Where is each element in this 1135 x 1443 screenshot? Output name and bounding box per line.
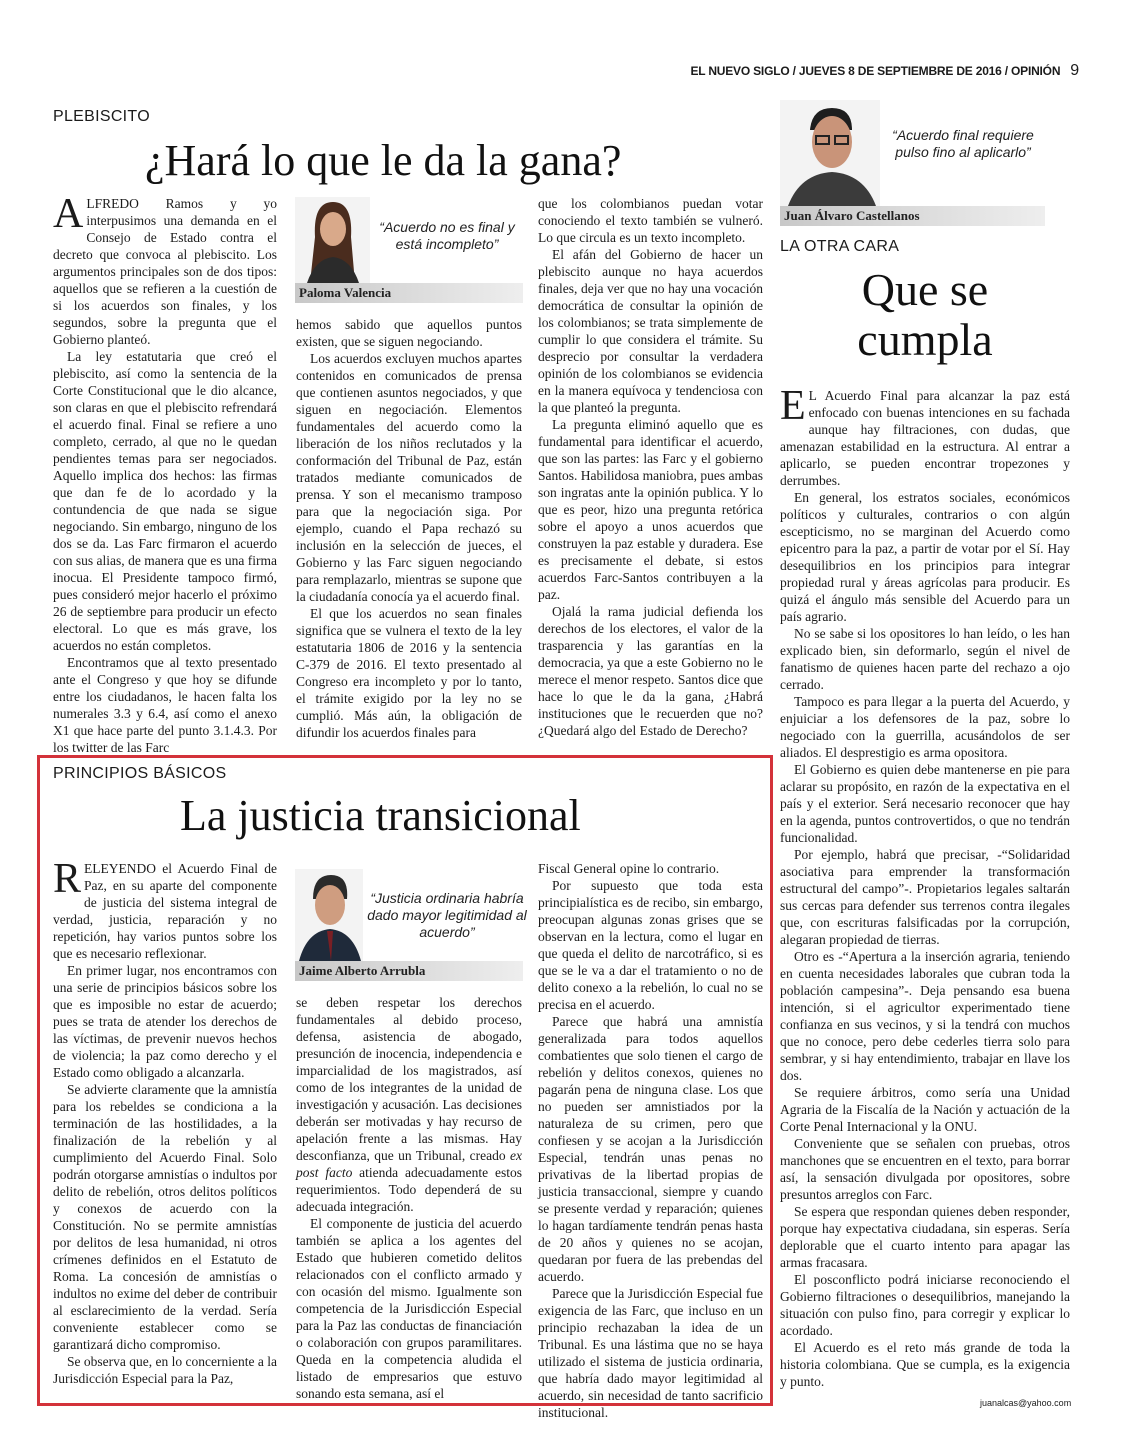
paragraph: El afán del Gobierno de hacer un plebiscito aunque no haya acuerdos finales, deja ver que no hay una vocación democrática de consultar la opinión de los colombianos; se trata simplemente de cumplir lo que considera el trámite. Su desprecio por consultar la verdadera opinión de los colombianos se evidencia en la manera equívoca y tendenciosa con la que planteó la pregunta. — [538, 247, 763, 415]
author-photo-paloma — [295, 197, 370, 283]
drop-cap: E — [780, 383, 806, 429]
author-photo-juan — [780, 100, 880, 206]
paragraph: LFREDO Ramos y yo interpusimos una demanda en el Consejo de Estado contra el decreto que convoca al plebiscito. Los argumentos principales son de dos tipos: aquellos que se refieren a la cuestión de si los acuerdos son finales, y los segundos, sobre la pregunta que el Gobierno planteó. — [53, 196, 277, 347]
paragraph: L Acuerdo Final para alcanzar la paz está enfocado con buenas intenciones en su fachada aunque hay filtraciones, con dudas, que amenazan estabilidad en la estructura. Al entrar a aplicarlo, se pueden encontrar tropezones y derrumbes. — [780, 388, 1070, 488]
masthead — [690, 62, 1079, 80]
section-label-principios: PRINCIPIOS BÁSICOS — [53, 765, 227, 782]
article2-title — [780, 265, 1070, 365]
article1-col1 — [53, 191, 277, 756]
paragraph: Se advierte claramente que la amnistía para los rebeldes se condiciona a la terminación de las hostilidades, a la finalización de la rebelión y al cumplimiento del Acuerdo Final. Solo podrán otorgarse amnistías o indultos por delito de rebelión, otros delitos políticos y conexos de acuerdo con la Constitución. No se permite amnistías por delitos de lesa humanidad, ni otros crímenes definidos en el Estatuto de Roma. La concesión de amnistías o indultos no exime del deber de contribuir al esclarecimiento de la verdad. Sería conveniente establecer como se garantizará dicho compromiso. — [53, 1082, 277, 1352]
article1-title: ¿Hará lo que le da la gana? — [145, 136, 622, 185]
paragraph: Tampoco es para llegar a la puerta del Acuerdo, y enjuiciar a los defensores de la paz, sobre lo negociado con la guerrilla, acusándolos de ser aliados. El desprestigio es arma opositora. — [780, 694, 1070, 760]
masthead-text: EL NUEVO SIGLO / JUEVES 8 DE SEPTIEMBRE DE 2016 / OPINIÓN — [690, 64, 1061, 78]
article3-col3 — [538, 860, 763, 1421]
paragraph: Se requiere árbitros, como sería una Unidad Agraria de la Fiscalía de la Nación y actuación de la Corte Penal Internacional y la ONU. — [780, 1085, 1070, 1134]
paragraph: hemos sabido que aquellos puntos existen, que se siguen negociando. — [296, 317, 522, 349]
portrait-icon — [295, 869, 363, 961]
article2-body — [780, 383, 1070, 1390]
paragraph: Otro es -“Apertura a la inserción agraria, teniendo en cuenta necesidades laborales que cubran toda la población campesina”-. Deja pensando esa buena intención, si el agricultor experimentado tiene confianza en sus vecinos, y si la tendrá con muchos que no conoce, pero debe cederles tierra solo para sembrar, y si hay entendimiento, trabajar en llave los dos. — [780, 949, 1070, 1083]
paragraph: Se espera que respondan quienes deben responder, porque hay expectativa ciudadana, sin esperas. Sería deplorable que el cuarto intento para apagar las armas fracasara. — [780, 1204, 1070, 1270]
paragraph: Ojalá la rama judicial defienda los derechos de los electores, el valor de la trasparencia y las garantías en la democracia, ya que a este Gobierno no le merece el menor respeto. Santos dice que hace lo que le da la gana, ¿Habrá instituciones que le recuerden que no? ¿Quedará algo del Estado de Derecho? — [538, 604, 763, 738]
author-name-jaime: Jaime Alberto Arrubla — [295, 961, 523, 981]
title-line: Que se — [861, 264, 989, 315]
paragraph: En primer lugar, nos encontramos con una serie de principios básicos sobre los que es imposible no estar de acuerdo; pues se trata de atender los derechos de las víctimas, de prevenir nuevos hechos de violencia; la paz como derecho y el Estado como obligado a alcanzarla. — [53, 963, 277, 1080]
author-name-juan: Juan Álvaro Castellanos — [780, 206, 1045, 226]
paragraph: Por ejemplo, habrá que precisar, -“Solidaridad asociativa para emprender la transformación estructural del campo”-. Propietarios legales saltarán sus cercas para defender sus terrenos contra ilegales que, con escrituras falsificadas por la corrupción, alegaran propiedad de tierras. — [780, 847, 1070, 947]
paragraph: Parece que habrá una amnistía generalizada para todos aquellos combatientes que solo tienen el cargo de rebelión y delitos conexos, quienes no pagarán pena de ninguna clase. Los que no pueden ser amnistiados por la naturaleza de su crimen, pero que confiesen y se acojan a la Jurisdicción Especial, tendrán unas penas no privativas de la libertad propias de justicia transaccional, siempre y cuando se presente verdad y reparación; quienes lo hagan tardíamente tendrán penas hasta de 20 años y quienes no se acojan, quedaran por fuera de las prebendas del acuerdo. — [538, 1014, 763, 1284]
paragraph: Encontramos que al texto presentado ante el Congreso y que hoy se difunde entre los ciudadanos, le hacen falta los numerales 3.3 y 6.4, así como el anexo X1 que hace parte del punto 3.1.4.3. Por los twitter de las Farc — [53, 655, 277, 755]
paragraph: se deben respetar los derechos fundamentales al debido proceso, defensa, asistencia de abogado, presunción de inocencia, independencia e imparcialidad de los magistrados, así como de los integrantes de la unidad de investigación y acusación. Las decisiones deberán ser motivadas y hay recurso de apelación frente a las mismas. Hay desconfianza, que un Tribunal, creado — [296, 995, 522, 1163]
article1-col3 — [538, 195, 763, 739]
article3-col2 — [296, 994, 522, 1402]
article3-title: La justicia transicional — [180, 791, 581, 840]
drop-cap: A — [53, 191, 84, 237]
pull-quote-jaime: “Justicia ordinaria habría dado mayor legitimidad al acuerdo” — [367, 890, 527, 940]
pull-quote-paloma: “Acuerdo no es final y está incompleto” — [379, 219, 515, 252]
italic-term: ex post facto — [296, 1148, 522, 1180]
paragraph: La ley estatutaria que creó el plebiscito, así como la sentencia de la Corte Constitucional que le dio alcance, son claras en que el plebiscito refrendará el acuerdo final. Final se refiere a uno completo, cerrado, al que no le quedan pendientes temas para ser negociados. Aquello implica dos hechos: las firmas que dan fe de lo acordado y la contundencia de que nada se sigue negociando. Sin embargo, ninguno de los dos se da. Las Farc firmaron el acuerdo con sus alias, de manera que es una firma inocua. El Presidente tampoco firmó, pues consideró mejor hacerlo el próximo 26 de septiembre para producir un efecto electoral. Lo que es más grave, los acuerdos no están completos. — [53, 349, 277, 653]
portrait-icon — [295, 197, 370, 283]
article3-col1 — [53, 856, 277, 1387]
author-email[interactable]: juanalcas@yahoo.com — [980, 1398, 1072, 1408]
paragraph: Los acuerdos excluyen muchos apartes contenidos en comunicados de prensa que contienen asuntos negociados, y que siguen en negociación. Elementos fundamentales del acuerdo como la liberación de los niños reclutados y la conformación del Tribunal de Paz, están tratados mediante comunicados de prensa. Y son el mecanismo tramposo para que la negociación siga. Por ejemplo, cuando el Papa rechazó su inclusión en la selección de jueces, el Gobierno y las Farc siguen negociando para remplazarlo, mientras se supone que la ciudadanía conocía ya el acuerdo final. — [296, 351, 522, 604]
paragraph: El que los acuerdos no sean finales significa que se vulnera el texto de la ley estatutaria 1806 de 2016 y la sentencia C-379 de 2016. El texto presentado al Congreso era incompleto y por lo tanto, el trámite exigido por la ley no se cumplió. Más aún, la obligación de difundir los acuerdos finales para — [296, 606, 522, 740]
paragraph: Se observa que, en lo concerniente a la Jurisdicción Especial para la Paz, — [53, 1354, 277, 1386]
title-line: cumpla — [857, 314, 993, 365]
paragraph: El Acuerdo es el reto más grande de toda la historia colombiana. Que se cumpla, es la exigencia y punto. — [780, 1340, 1070, 1389]
paragraph: Por supuesto que toda esta principialística es de recibo, sin embargo, preocupan algunas zonas grises que se observan en la lectura, como el lugar en que queda el delito de narcotráfico, si es que se le va a dar el tratamiento o no de delito conexo a la rebelión, lo cual no se precisa en el acuerdo. — [538, 878, 763, 1012]
paragraph: El Gobierno es quien debe mantenerse en pie para aclarar su propósito, en razón de la expectativa en el país y el exterior. Será necesario reconocer que hay en la agenda, puntos controvertidos, o que no tendrán funcionalidad. — [780, 762, 1070, 845]
paragraph: que los colombianos puedan votar conociendo el texto también se vulneró. Lo que circula es un texto incompleto. — [538, 196, 763, 245]
paragraph: En general, los estratos sociales, económicos políticos y culturales, contrarios o con algún escepticismo, no se marginan del Acuerdo como epicentro para la paz, a partir de votar por el Sí. Hay desequilibrios en los principios para integrar propiedad rural y áreas agrícolas para producir. Es quizá el ángulo más sensible del Acuerdo para un país agrario. — [780, 490, 1070, 624]
paragraph: El componente de justicia del acuerdo también se aplica a los agentes del Estado que hubieren cometido delitos relacionados con el conflicto armado y con ocasión del mismo. Igualmente son competencia de la Jurisdicción Especial para la Paz las conductas de financiación o colaboración con grupos paramilitares. Queda en la competencia aludida el listado de empresarios que estuvo sonando esta semana, así el — [296, 1216, 522, 1401]
portrait-icon — [780, 100, 880, 206]
article1-col2 — [296, 316, 522, 741]
section-label-otra-cara: LA OTRA CARA — [780, 238, 900, 255]
paragraph: Fiscal General opine lo contrario. — [538, 861, 720, 876]
paragraph: La pregunta eliminó aquello que es fundamental para identificar el acuerdo, que son las partes: las Farc y el gobierno Santos. Habilidosa maniobra, pues ambas son ingratas ante la opinión publica. Y lo que es peor, hizo una pregunta retórica sobre el apoyo a unos acuerdos que construyen la paz estable y duradera. Ese es precisamente el debate, si estos acuerdos Farc-Santos contribuyen a la paz. — [538, 417, 763, 602]
section-label-plebiscito: PLEBISCITO — [53, 108, 150, 125]
paragraph: El posconflicto podrá iniciarse reconociendo el Gobierno filtraciones o desequilibrios, manejando la situación con pulso fino, para corregir y explicar lo acordado. — [780, 1272, 1070, 1338]
page-number: 9 — [1070, 62, 1079, 79]
paragraph: ELEYENDO el Acuerdo Final de Paz, en su aparte del componente de justicia del sistema integral de verdad, justicia, reparación y no repetición, hay varios puntos sobre los que es necesario reflexionar. — [53, 861, 277, 961]
paragraph: No se sabe si los opositores lo han leído, o les han explicado bien, sin deformarlo, según el nivel de fanatismo de quienes hacen parte del rechazo a ojo cerrado. — [780, 626, 1070, 692]
author-photo-jaime — [295, 869, 363, 961]
pull-quote-juan: “Acuerdo final requiere pulso fino al aplicarlo” — [892, 127, 1034, 160]
paragraph: atienda adecuadamente estos requerimientos. Todo dependerá de su adecuada integración. — [296, 1165, 522, 1214]
paragraph: Parece que la Jurisdicción Especial fue exigencia de las Farc, que incluso en un principio rechazaban la idea de un Tribunal. Es una lástima que no se haya utilizado el sistema de justicia ordinaria, que habría dado mayor legitimidad al acuerdo, sin necesidad de tanto sacrificio institucional. — [538, 1286, 763, 1420]
author-name-paloma: Paloma Valencia — [295, 283, 523, 303]
paragraph: Conveniente que se señalen con pruebas, otros manchones que se encuentren en el texto, para borrar así, la sensación divulgada por opositores, sobre presuntos arreglos con Farc. — [780, 1136, 1070, 1202]
drop-cap: R — [53, 856, 82, 902]
